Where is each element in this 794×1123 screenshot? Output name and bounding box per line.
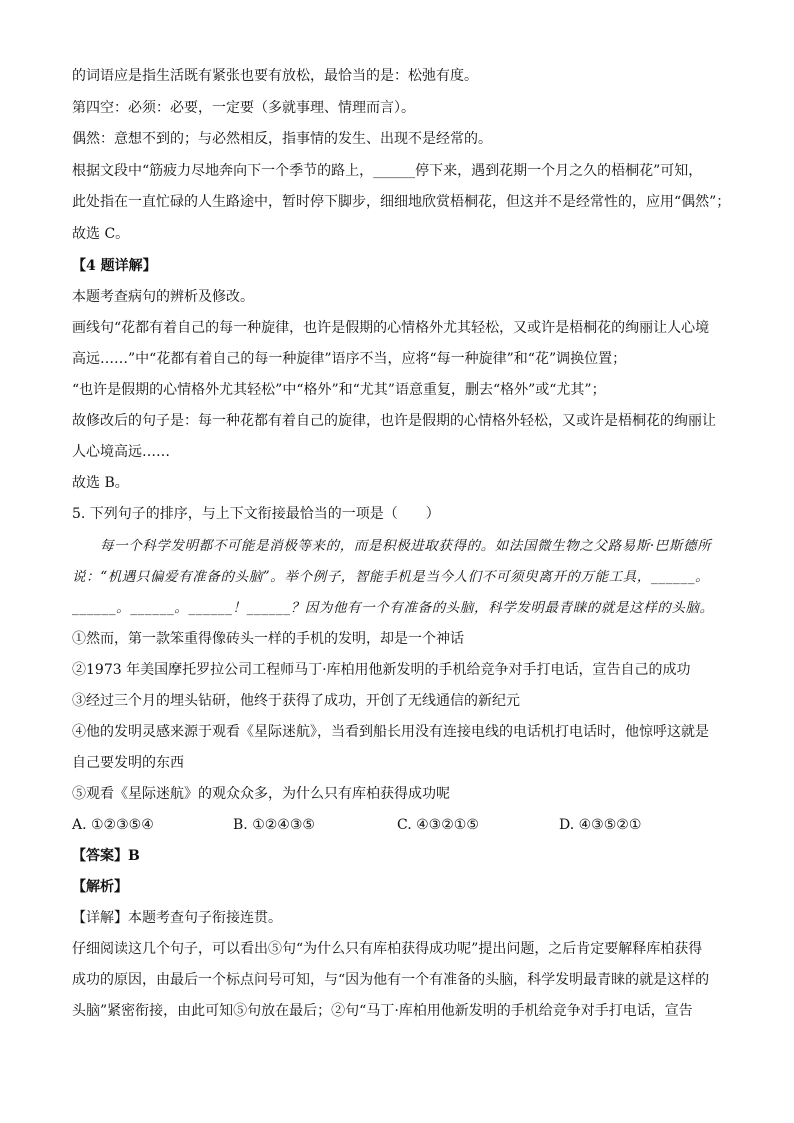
sentence-option: ④他的发明灵感来源于观看《星际迷航》，当看到船长用没有连接电线的电话机打电话时，他惊呼这就是 <box>72 724 709 740</box>
text-line: 人心境高远…… <box>72 444 170 460</box>
passage-line: ______。______。______！______？因为他有一个有准备的头脑，科学发明最青睐的就是这样的头脑。 <box>72 600 714 616</box>
sentence-option: ⑤观看《星际迷航》的观众众多，为什么只有库柏获得成功呢 <box>72 786 450 802</box>
text-line: 偶然：意想不到的；与必然相反，指事情的发生、出现不是经常的。 <box>72 131 492 147</box>
text-line: 故选 C。 <box>72 226 130 242</box>
answer-label: 【答案】B <box>72 848 140 864</box>
option-d: D. ④③⑤②① <box>559 817 642 833</box>
text-line: 此处指在一直忙碌的人生路途中，暂时停下脚步，细细地欣赏梧桐花，但这并不是经常性的，应用“偶然”； <box>72 194 731 210</box>
text-line: 第四空：必须：必要，一定要（多就事理、情理而言）。 <box>72 100 415 116</box>
text-line: “也许是假期的心情格外尤其轻松”中“格外”和“尤其”语意重复，删去“格外”或“尤其”； <box>72 382 606 398</box>
text-line: 画线句“花都有着自己的每一种旋律，也许是假期的心情格外尤其轻松，又或许是梧桐花的绚丽让人心境 <box>72 320 710 336</box>
analysis-label: 【解析】 <box>72 879 128 895</box>
option-c: C. ④③②①⑤ <box>397 817 479 833</box>
text-line: 根据文段中“筋疲力尽地奔向下一个季节的路上，______停下来，遇到花期一个月之久的梧桐花”可知， <box>72 163 703 179</box>
option-a: A. ①②③⑤④ <box>72 817 154 833</box>
sentence-option: ②1973 年美国摩托罗拉公司工程师马丁·库柏用他新发明的手机给竞争对手打电话，宣告自己的成功 <box>72 662 691 678</box>
section-heading: 【4 题详解】 <box>72 258 157 274</box>
passage-line: 每一个科学发明都不可能是消极等来的，而是积极进取获得的。如法国微生物之父路易斯·巴斯德所 <box>100 538 712 554</box>
detail-line: 仔细阅读这几个句子，可以看出⑤句“为什么只有库柏获得成功呢”提出问题，之后肯定要解释库柏获得 <box>72 941 703 957</box>
option-b: B. ①②④③⑤ <box>233 817 315 833</box>
detail-line: 【详解】本题考查句子衔接连贯。 <box>72 910 282 926</box>
text-line: 故修改后的句子是：每一种花都有着自己的旋律，也许是假期的心情格外轻松，又或许是梧桐花的绚丽让 <box>72 413 716 429</box>
sentence-option: ①然而，第一款笨重得像砖头一样的手机的发明，却是一个神话 <box>72 631 464 647</box>
text-line: 本题考查病句的辨析及修改。 <box>72 289 254 305</box>
sentence-option: ③经过三个月的埋头钻研，他终于获得了成功，开创了无线通信的新纪元 <box>72 693 520 709</box>
detail-line: 成功的原因，由最后一个标点问号可知，与“因为他有一个有准备的头脑，科学发明最青睐的就是这样的 <box>72 972 710 988</box>
answer-options <box>72 815 722 835</box>
text-line: 的词语应是指生活既有紧张也要有放松，最恰当的是：松弛有度。 <box>72 68 478 84</box>
text-line: 故选 B。 <box>72 475 129 491</box>
detail-line: 头脑”紧密衔接，由此可知⑤句放在最后；②句“马丁·库柏用他新发明的手机给竞争对手打电话，宣告 <box>72 1003 693 1019</box>
text-line: 高远……”中“花都有着自己的每一种旋律”语序不当，应将“每一种旋律”和“花”调换位置； <box>72 351 627 367</box>
passage-line: 说：“机遇只偏爱有准备的头脑”。举个例子，智能手机是当今人们不可须臾离开的万能工具，______。 <box>72 569 710 585</box>
question-stem: 5. 下列句子的排序，与上下文衔接最恰当的一项是（ ） <box>72 506 440 522</box>
sentence-option: 自己要发明的东西 <box>72 755 184 771</box>
